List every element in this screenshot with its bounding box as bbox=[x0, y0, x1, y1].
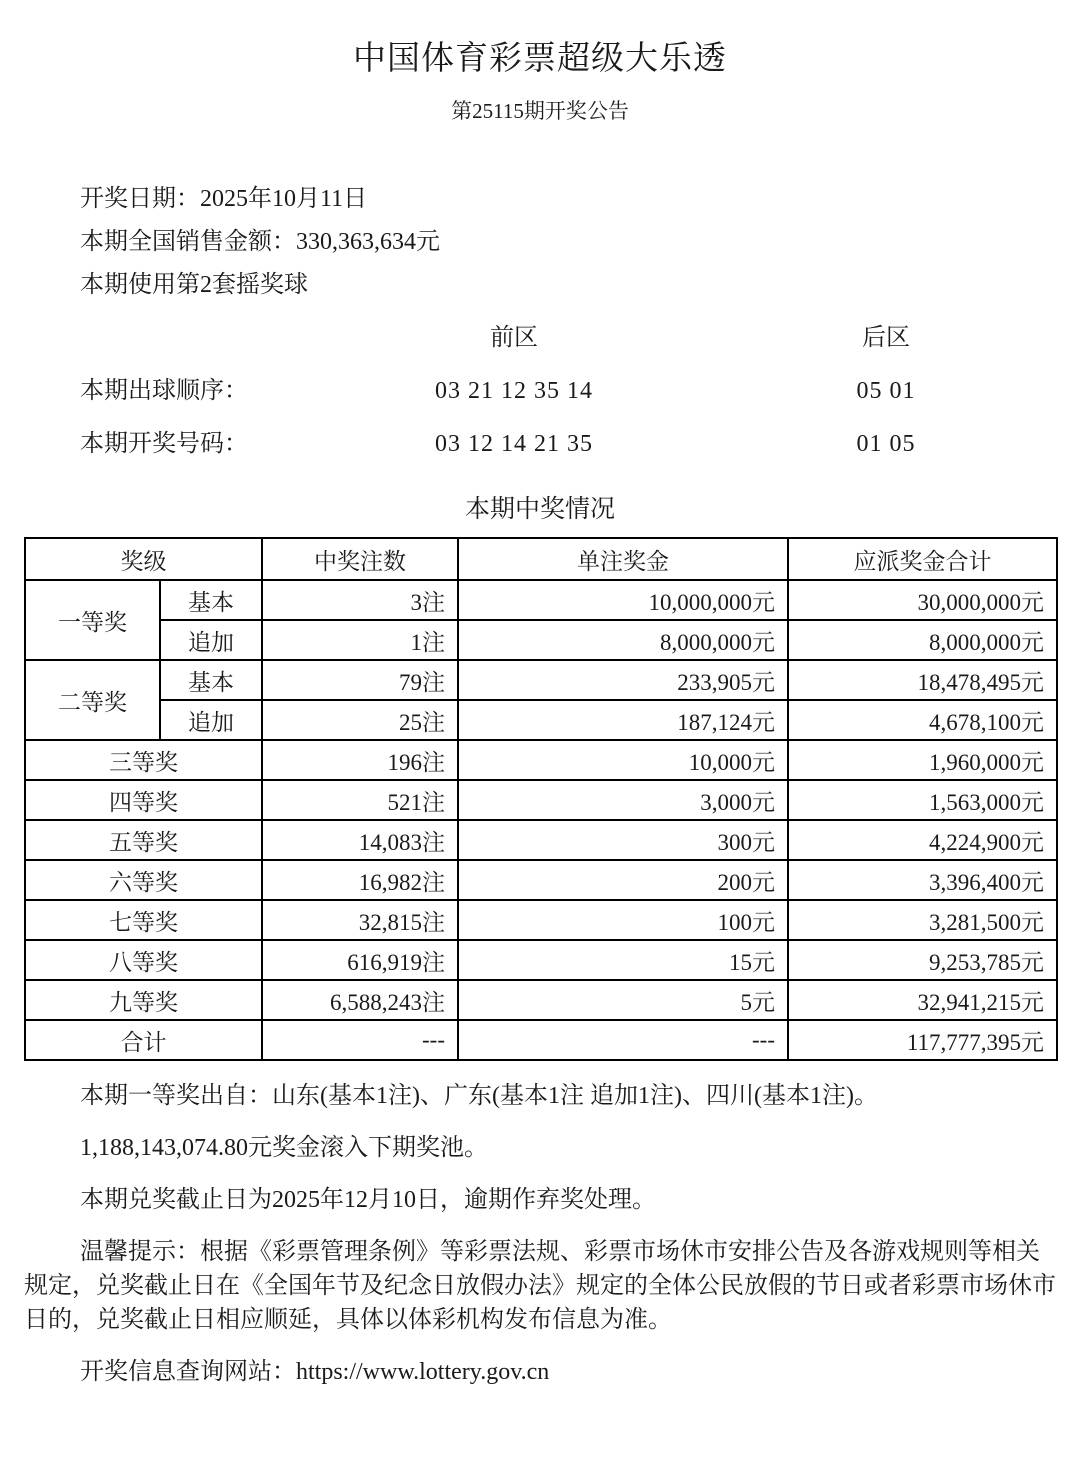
single-prize-cell: --- bbox=[458, 1020, 788, 1060]
bet-count-cell: 1注 bbox=[262, 620, 458, 660]
prize-subtype-cell: 基本 bbox=[160, 660, 262, 700]
zone-spacer bbox=[644, 323, 776, 353]
row-second-prize-extra bbox=[25, 700, 1057, 740]
bet-count-cell: 196注 bbox=[262, 740, 458, 780]
bet-count-cell: 14,083注 bbox=[262, 820, 458, 860]
footer-notes-block bbox=[24, 1079, 1056, 1389]
bet-count-cell: 616,919注 bbox=[262, 940, 458, 980]
row-first-prize-extra bbox=[25, 620, 1057, 660]
bet-count-cell: 521注 bbox=[262, 780, 458, 820]
back-zone-header: 后区 bbox=[862, 325, 910, 351]
header-prize-level: 奖级 bbox=[25, 538, 262, 580]
prize-level-cell: 四等奖 bbox=[25, 780, 262, 820]
row-first-prize-basic bbox=[25, 580, 1057, 620]
first-prize-origin-note: 本期一等奖出自：山东(基本1注)、广东(基本1注 追加1注)、四川(基本1注)。 bbox=[80, 1083, 878, 1109]
prize-level-cell: 八等奖 bbox=[25, 940, 262, 980]
prize-level-cell: 一等奖 bbox=[25, 580, 160, 660]
single-prize-cell: 5元 bbox=[458, 980, 788, 1020]
row-eighth-prize bbox=[25, 940, 1057, 980]
total-prize-cell: 1,960,000元 bbox=[788, 740, 1057, 780]
document-title: 中国体育彩票超级大乐透 bbox=[353, 41, 727, 77]
row-sixth-prize bbox=[25, 860, 1057, 900]
prize-subtype-cell: 追加 bbox=[160, 700, 262, 740]
single-prize-cell: 233,905元 bbox=[458, 660, 788, 700]
draw-order-label: 本期出球顺序： bbox=[80, 378, 248, 404]
header-bet-count: 中奖注数 bbox=[262, 538, 458, 580]
total-prize-cell: 1,563,000元 bbox=[788, 780, 1057, 820]
claim-deadline-note: 本期兑奖截止日为2025年12月10日，逾期作弃奖处理。 bbox=[80, 1187, 656, 1213]
header-total-prize: 应派奖金合计 bbox=[788, 538, 1057, 580]
total-prize-cell: 18,478,495元 bbox=[788, 660, 1057, 700]
total-prize-cell: 9,253,785元 bbox=[788, 940, 1057, 980]
winning-back-numbers: 01 05 bbox=[856, 431, 916, 457]
jackpot-rollover-note: 1,188,143,074.80元奖金滚入下期奖池。 bbox=[80, 1135, 488, 1161]
total-prize-cell: 3,396,400元 bbox=[788, 860, 1057, 900]
prize-subtype-cell: 基本 bbox=[160, 580, 262, 620]
row-ninth-prize bbox=[25, 980, 1057, 1020]
bet-count-cell: 32,815注 bbox=[262, 900, 458, 940]
bet-count-cell: 16,982注 bbox=[262, 860, 458, 900]
row-seventh-prize bbox=[25, 900, 1057, 940]
single-prize-cell: 187,124元 bbox=[458, 700, 788, 740]
single-prize-cell: 15元 bbox=[458, 940, 788, 980]
single-prize-cell: 10,000元 bbox=[458, 740, 788, 780]
winning-front-numbers: 03 12 14 21 35 bbox=[435, 431, 593, 457]
row-fourth-prize bbox=[25, 780, 1057, 820]
bet-count-cell: 3注 bbox=[262, 580, 458, 620]
single-prize-cell: 10,000,000元 bbox=[458, 580, 788, 620]
prize-level-cell: 九等奖 bbox=[25, 980, 262, 1020]
sales-amount-line: 本期全国销售金额：330,363,634元 bbox=[80, 229, 440, 255]
single-prize-cell: 100元 bbox=[458, 900, 788, 940]
total-prize-cell: 4,678,100元 bbox=[788, 700, 1057, 740]
prize-level-cell: 七等奖 bbox=[25, 900, 262, 940]
single-prize-cell: 8,000,000元 bbox=[458, 620, 788, 660]
prize-level-cell: 六等奖 bbox=[25, 860, 262, 900]
single-prize-cell: 3,000元 bbox=[458, 780, 788, 820]
zone-header-spacer bbox=[24, 323, 384, 353]
row-third-prize bbox=[25, 740, 1057, 780]
total-prize-cell: 30,000,000元 bbox=[788, 580, 1057, 620]
front-zone-header: 前区 bbox=[490, 325, 538, 351]
winning-section-title: 本期中奖情况 bbox=[464, 496, 615, 523]
number-zones-grid bbox=[24, 323, 1056, 459]
total-prize-cell: 3,281,500元 bbox=[788, 900, 1057, 940]
row-fifth-prize bbox=[25, 820, 1057, 860]
draw-order-back-numbers: 05 01 bbox=[856, 378, 916, 404]
winning-numbers-label: 本期开奖号码： bbox=[80, 431, 248, 457]
total-prize-cell: 8,000,000元 bbox=[788, 620, 1057, 660]
prize-level-cell: 合计 bbox=[25, 1020, 262, 1060]
row-second-prize-basic bbox=[25, 660, 1057, 700]
prize-table bbox=[24, 537, 1058, 1061]
prize-level-cell: 五等奖 bbox=[25, 820, 262, 860]
total-prize-cell: 32,941,215元 bbox=[788, 980, 1057, 1020]
header-single-prize: 单注奖金 bbox=[458, 538, 788, 580]
bet-count-cell: 6,588,243注 bbox=[262, 980, 458, 1020]
document-subtitle: 第25115期开奖公告 bbox=[451, 99, 629, 123]
total-prize-cell: 4,224,900元 bbox=[788, 820, 1057, 860]
prize-level-cell: 二等奖 bbox=[25, 660, 160, 740]
single-prize-cell: 300元 bbox=[458, 820, 788, 860]
total-prize-cell: 117,777,395元 bbox=[788, 1020, 1057, 1060]
bet-count-cell: 25注 bbox=[262, 700, 458, 740]
draw-order-front-numbers: 03 21 12 35 14 bbox=[435, 378, 593, 404]
row-total bbox=[25, 1020, 1057, 1060]
bet-count-cell: 79注 bbox=[262, 660, 458, 700]
official-website-note: 开奖信息查询网站：https://www.lottery.gov.cn bbox=[80, 1359, 550, 1385]
draw-date-line: 开奖日期：2025年10月11日 bbox=[80, 186, 368, 212]
prize-table-header-row bbox=[25, 538, 1057, 580]
bet-count-cell: --- bbox=[262, 1020, 458, 1060]
prize-level-cell: 三等奖 bbox=[25, 740, 262, 780]
holiday-reminder-note: 温馨提示：根据《彩票管理条例》等彩票法规、彩票市场休市安排公告及各游戏规则等相关规定，兑奖截止日在《全国年节及纪念日放假办法》规定的全体公民放假的节日或者彩票市场休市日的，兑奖截止日相应顺延，具体以体彩机构发布信息为准。 bbox=[24, 1239, 1056, 1333]
single-prize-cell: 200元 bbox=[458, 860, 788, 900]
draw-info-block bbox=[24, 187, 1056, 297]
ball-set-line: 本期使用第2套摇奖球 bbox=[80, 272, 308, 298]
prize-subtype-cell: 追加 bbox=[160, 620, 262, 660]
